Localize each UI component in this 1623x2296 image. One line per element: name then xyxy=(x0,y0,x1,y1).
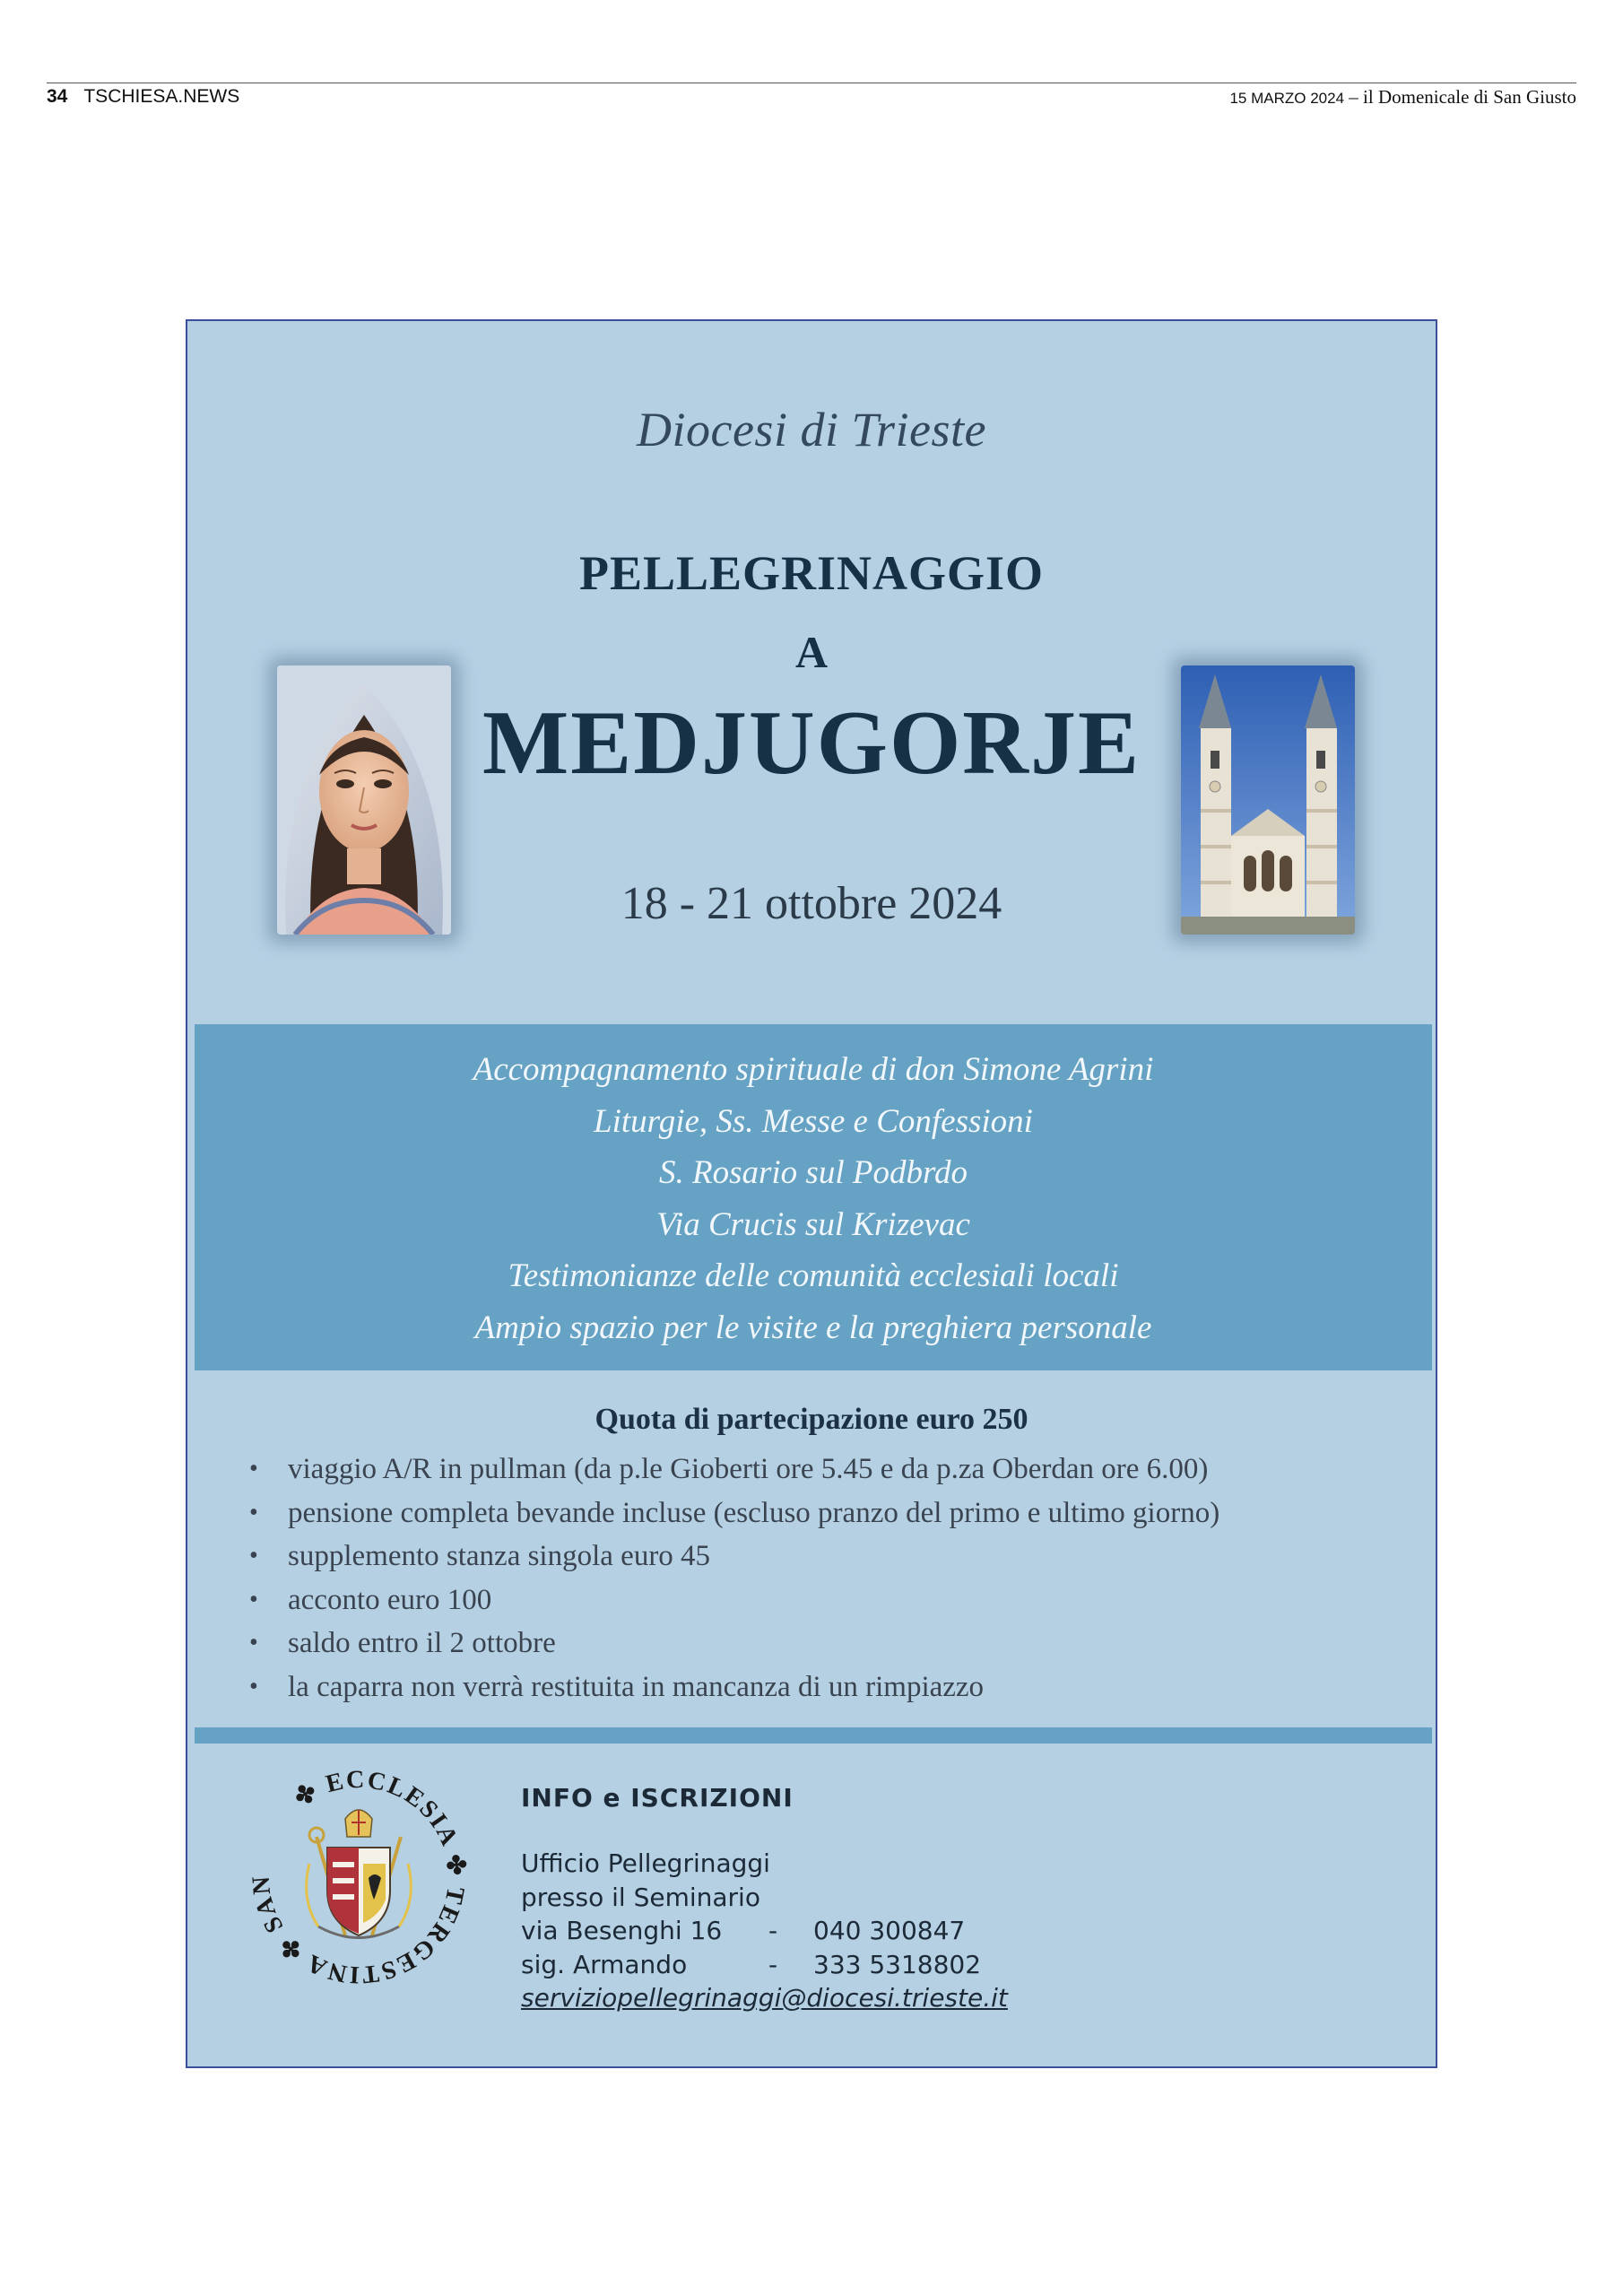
header-left xyxy=(47,86,239,108)
bullet-icon: • xyxy=(249,1498,258,1526)
quota-item-text: saldo entro il 2 ottobre xyxy=(288,1627,556,1659)
address-dash: - xyxy=(768,1916,778,1945)
bullet-icon: • xyxy=(249,1585,258,1613)
address-line xyxy=(521,1914,1008,1948)
contact-dash: - xyxy=(768,1949,778,1979)
title-medjugorje: MEDJUGORJE xyxy=(482,692,1141,794)
quota-title: Quota di partecipazione euro 250 xyxy=(595,1403,1028,1436)
section-divider xyxy=(195,1727,1432,1744)
date-separator: – xyxy=(1344,86,1364,108)
program-item: Ampio spazio per le visite e la preghiera personale xyxy=(474,1309,1152,1346)
church-towers-image xyxy=(1181,665,1355,935)
publication-name: il Domenicale di San Giusto xyxy=(1363,86,1576,108)
contact-line xyxy=(521,1948,1008,1982)
program-item: Liturgie, Ss. Messe e Confessioni xyxy=(594,1102,1033,1140)
title-pellegrinaggio: PELLEGRINAGGIO xyxy=(578,546,1045,600)
site-name: TSCHIESA.NEWS xyxy=(83,86,240,107)
program-list xyxy=(195,1024,1432,1353)
program-item: Accompagnamento spirituale di don Simone Agrini xyxy=(473,1051,1154,1088)
contact-name: sig. Armando xyxy=(521,1949,688,1979)
bullet-icon: • xyxy=(249,1455,258,1483)
quota-item xyxy=(241,1665,1219,1709)
quota-item xyxy=(241,1622,1219,1665)
quota-item xyxy=(241,1578,1219,1622)
info-heading: INFO e ISCRIZIONI xyxy=(521,1783,794,1813)
diocese-name: Diocesi di Trieste xyxy=(637,403,986,457)
program-band xyxy=(195,1024,1432,1370)
office-line: Ufficio Pellegrinaggi xyxy=(521,1848,770,1878)
svg-text:✤ ECCLESIA ✤ TERGESTINA ✤ SANC: ✤ ECCLESIA ✤ TERGESTINA ✤ SAN xyxy=(247,1765,471,1989)
quota-item xyxy=(241,1492,1219,1535)
bullet-icon: • xyxy=(249,1542,258,1570)
page-number: 34 xyxy=(47,86,68,107)
quota-item-text: la caparra non verrà restituita in mancanza di un rimpiazzo xyxy=(288,1670,985,1703)
program-item: Via Crucis sul Krizevac xyxy=(656,1205,970,1243)
header-right xyxy=(1229,86,1576,109)
program-item: S. Rosario sul Podbrdo xyxy=(659,1154,968,1191)
contact-phone: 333 5318802 xyxy=(813,1949,982,1979)
office-phone: 040 300847 xyxy=(813,1916,966,1945)
title-a: A xyxy=(794,627,829,677)
issue-date: 15 MARZO 2024 xyxy=(1229,90,1345,107)
event-dates: 18 - 21 ottobre 2024 xyxy=(621,878,1002,929)
newspaper-header xyxy=(47,83,1576,109)
bullet-icon: • xyxy=(249,1672,258,1700)
email-link[interactable]: serviziopellegrinaggi@diocesi.trieste.it xyxy=(521,1983,1008,2013)
location-line: presso il Seminario xyxy=(521,1882,760,1912)
quota-item-text: acconto euro 100 xyxy=(288,1583,492,1616)
quota-item xyxy=(241,1448,1219,1492)
quota-item-text: supplemento stanza singola euro 45 xyxy=(288,1540,711,1572)
program-item: Testimonianze delle comunità ecclesiali locali xyxy=(508,1257,1119,1294)
quota-item xyxy=(241,1535,1219,1578)
quota-list xyxy=(241,1448,1219,1709)
pilgrimage-flyer xyxy=(186,319,1437,2068)
quota-item-text: viaggio A/R in pullman (da p.le Gioberti ore 5.45 e da p.za Oberdan ore 6.00) xyxy=(288,1453,1209,1485)
bullet-icon: • xyxy=(249,1629,258,1657)
quota-item-text: pensione completa bevande incluse (escluso pranzo del primo e ultimo giorno) xyxy=(288,1496,1220,1529)
madonna-portrait-image xyxy=(277,665,451,935)
diocese-seal-logo xyxy=(247,1765,471,1989)
info-section xyxy=(521,1783,1008,2015)
address-text: via Besenghi 16 xyxy=(521,1916,723,1945)
